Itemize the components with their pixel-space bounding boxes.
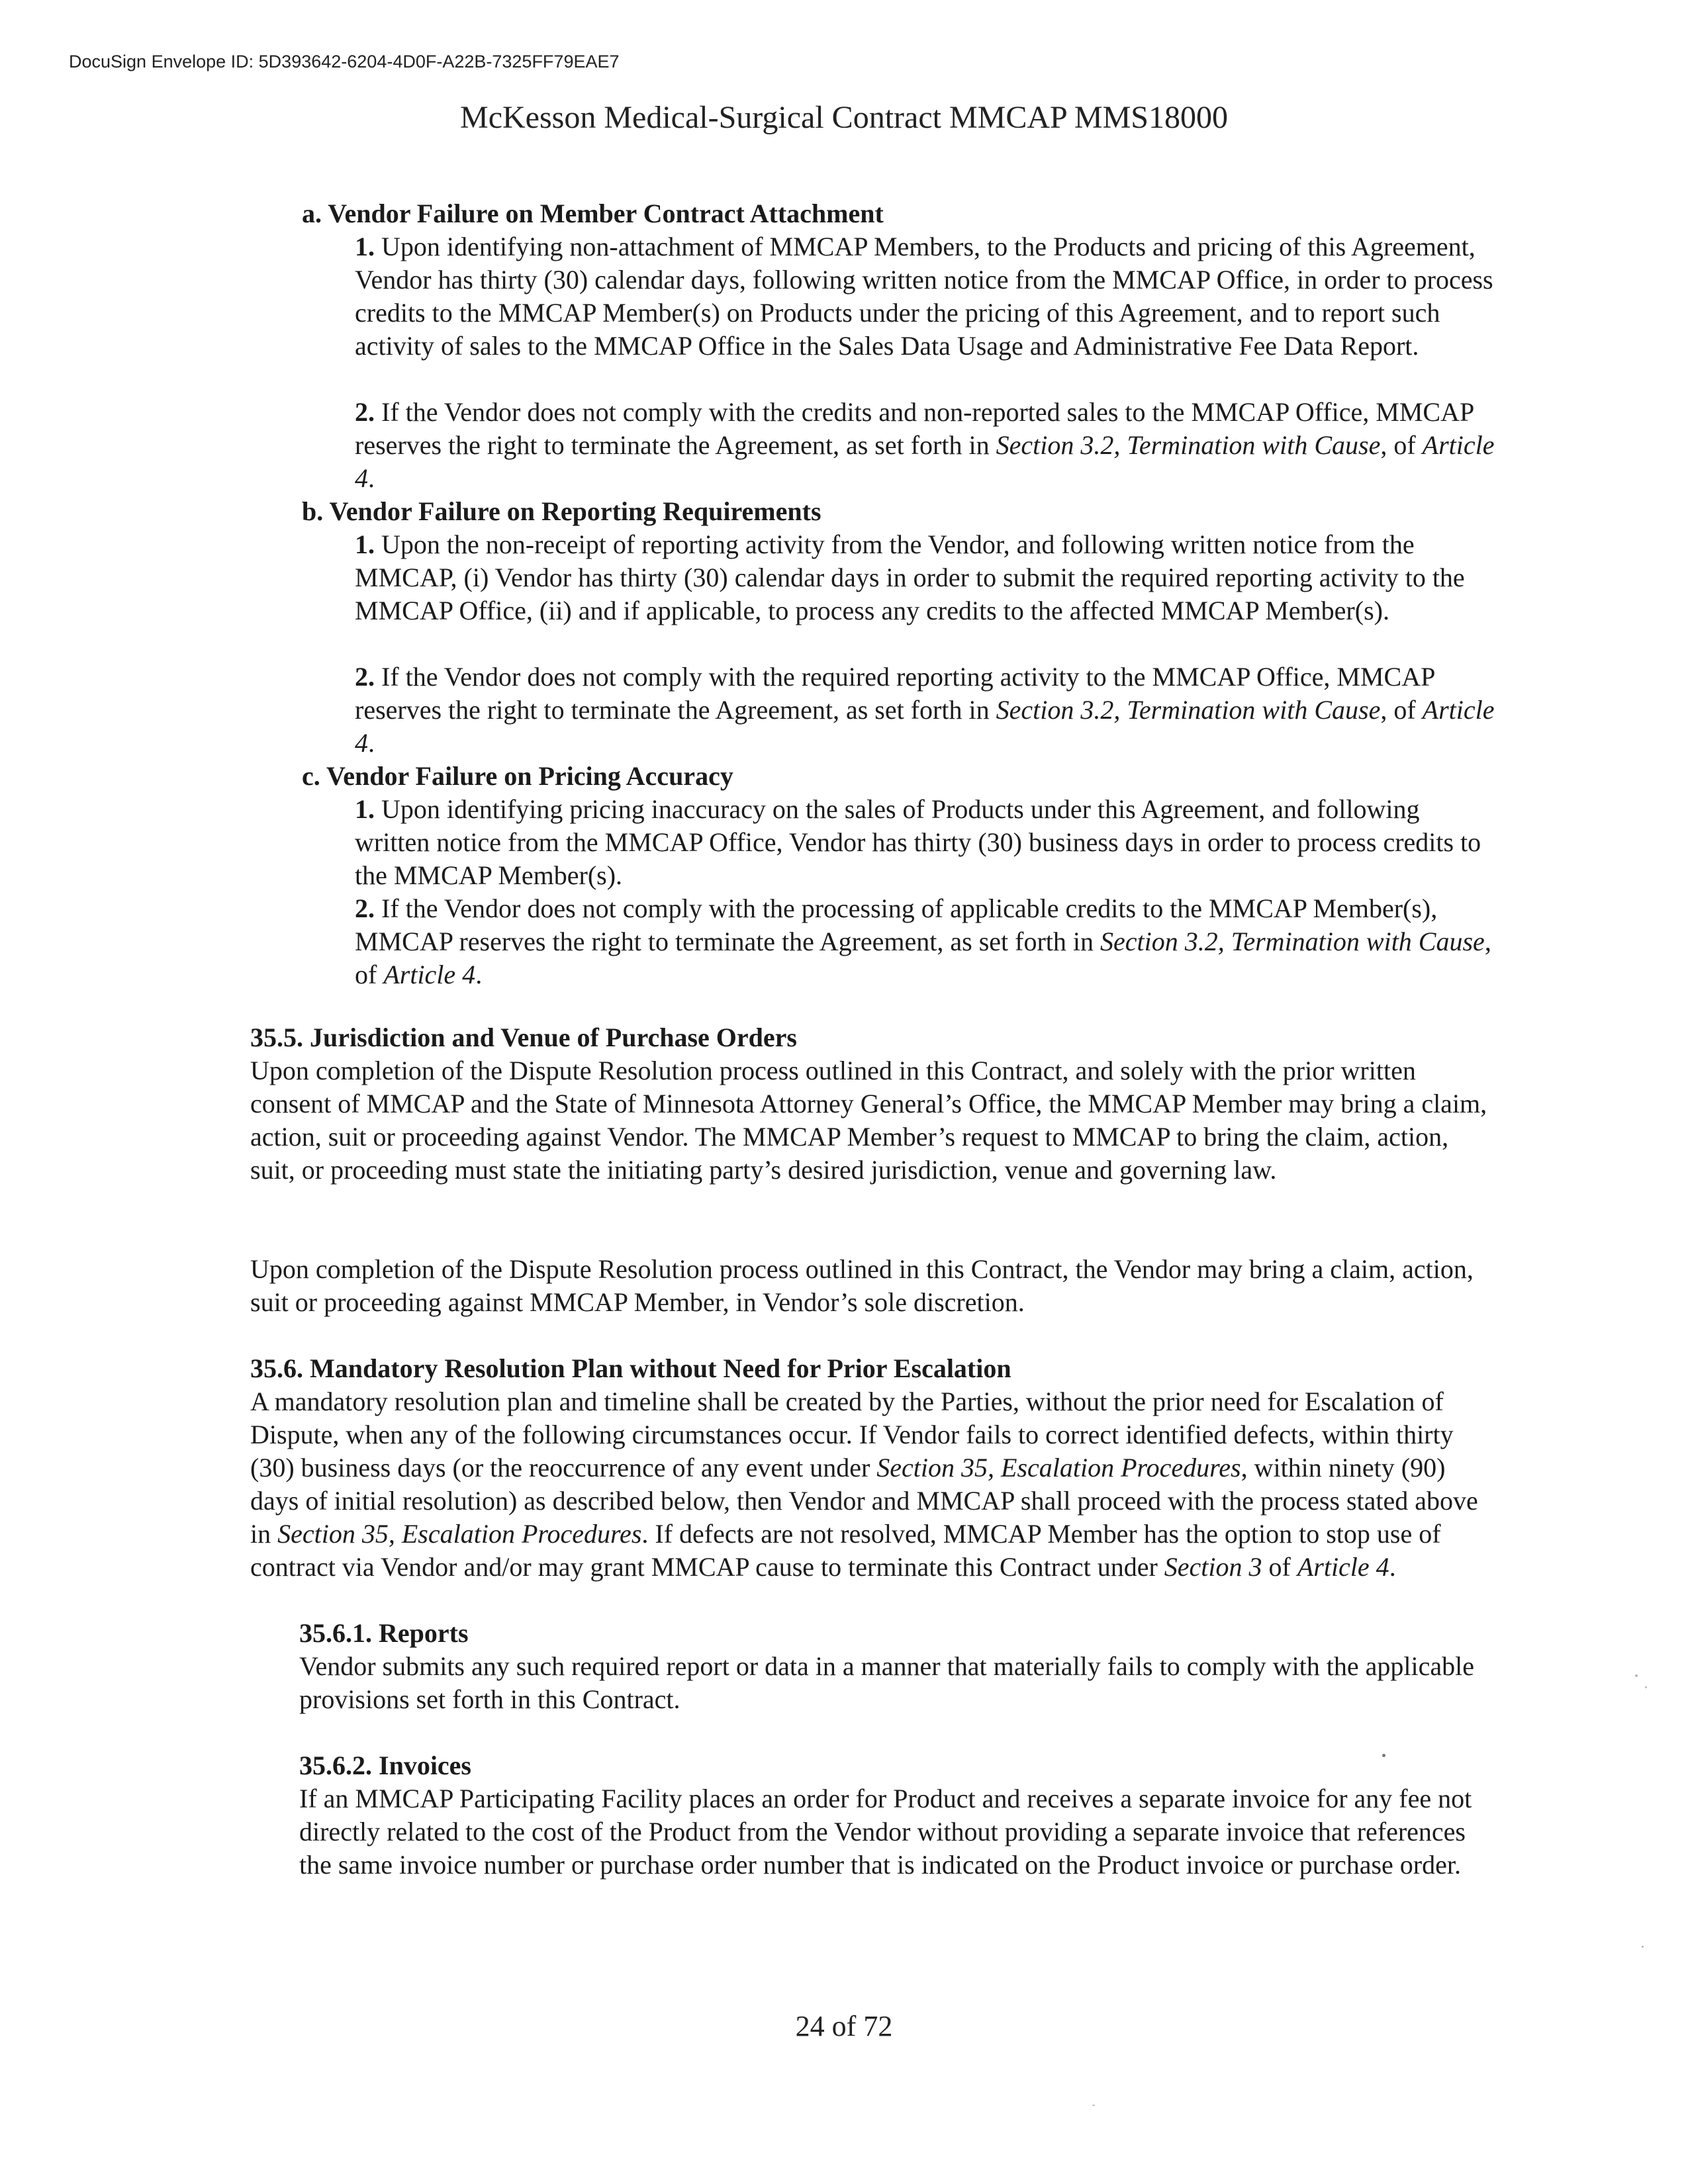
section-35-6-2-text: If an MMCAP Participating Facility places an order for Product and receives a separate invoice for any fee not directly related to the cost of the Product from the Vendor without providing a separate invoice that references the same invoice number or purchase order number that is indicated on the Product invoice or purchase order. bbox=[299, 1784, 1472, 1880]
scan-speck bbox=[1092, 2105, 1095, 2106]
item-text-end: . bbox=[368, 463, 375, 493]
section-reference: Section 3.2, Termination with Cause bbox=[1100, 927, 1485, 956]
section-35-6-1-text: Vendor submits any such required report or data in a manner that materially fails to comply with the applicable provisions set forth in this Contract. bbox=[299, 1651, 1475, 1714]
subsection-a-item-2 bbox=[355, 396, 1495, 495]
section-35-6-1-heading: 35.6.1. Reports bbox=[299, 1618, 469, 1648]
item-text: If the Vendor does not comply with the credits and non-reported sales to the MMCAP Office, MMCAP reserves the right to terminate the Agreement, as set forth in bbox=[355, 397, 1474, 460]
subsection-c-item-2 bbox=[355, 892, 1495, 991]
subsection-b-item-2 bbox=[355, 660, 1495, 760]
section-reference: Section 35, Escalation Procedures bbox=[277, 1519, 642, 1549]
paragraph-text: of bbox=[1268, 1552, 1291, 1582]
subsection-a-item-1 bbox=[355, 230, 1495, 363]
item-text: Upon identifying pricing inaccuracy on the sales of Products under this Agreement, and following written notice from the MMCAP Office, Vendor has thirty (30) business days in order to process credits to the MMCAP Member(s). bbox=[355, 794, 1481, 890]
article-reference: Article 4 bbox=[1297, 1552, 1389, 1582]
item-text: If the Vendor does not comply with the processing of applicable credits to the MMCAP Member(s), MMCAP reserves the right to terminate the Agreement, as set forth in bbox=[355, 893, 1438, 956]
article-reference: Article 4 bbox=[383, 960, 476, 989]
subsection-c-heading: c. Vendor Failure on Pricing Accuracy bbox=[302, 761, 733, 791]
item-text-connector: , of bbox=[1380, 695, 1416, 725]
item-text-end: . bbox=[368, 728, 375, 758]
scan-speck bbox=[1635, 1674, 1638, 1677]
article-reference: Article 4 bbox=[355, 430, 1495, 493]
item-number: 2. bbox=[355, 893, 375, 923]
section-reference: Section 3 bbox=[1164, 1552, 1262, 1582]
paragraph-text: , within ninety (90) days of initial resolution) as described below, then Vendor and MMCAP shall proceed with the process stated above in bbox=[250, 1453, 1478, 1549]
item-text-end: . bbox=[475, 960, 483, 989]
section-35-5-paragraph-1: Upon completion of the Dispute Resolution process outlined in this Contract, and solely with the prior written consent of MMCAP and the State of Minnesota Attorney General’s Office, the MMCAP Member may bring a claim, action, suit or proceeding against Vendor. The MMCAP Member’s request to MMCAP to bring the claim, action, suit, or proceeding must state the initiating party’s desired jurisdiction, venue and governing law. bbox=[250, 1056, 1487, 1185]
item-number: 2. bbox=[355, 662, 375, 692]
subsection-b-item-1 bbox=[355, 528, 1495, 627]
contract-header-title: McKesson Medical-Surgical Contract MMCAP MMS18000 bbox=[460, 100, 1228, 135]
section-35-5-paragraph-2: Upon completion of the Dispute Resolution process outlined in this Contract, the Vendor may bring a claim, action, suit or proceeding against MMCAP Member, in Vendor’s sole discretion. bbox=[250, 1254, 1474, 1317]
subsection-a-heading: a. Vendor Failure on Member Contract Attachment bbox=[302, 199, 884, 228]
section-reference: Section 3.2, Termination with Cause bbox=[996, 430, 1381, 460]
item-text: If the Vendor does not comply with the required reporting activity to the MMCAP Office, MMCAP reserves the right to terminate the Agreement, as set forth in bbox=[355, 662, 1434, 725]
section-reference: Section 35, Escalation Procedures bbox=[876, 1453, 1241, 1482]
section-35-6-heading: 35.6. Mandatory Resolution Plan without Need for Prior Escalation bbox=[250, 1353, 1011, 1383]
subsection-b-heading: b. Vendor Failure on Reporting Requirements bbox=[302, 496, 821, 526]
item-text: Upon the non-receipt of reporting activity from the Vendor, and following written notice from the MMCAP, (i) Vendor has thirty (30) calendar days in order to submit the required reporting activity to the MMCAP Office, (ii) and if applicable, to process any credits to the affected MMCAP Member(s). bbox=[355, 529, 1465, 625]
item-number: 1. bbox=[355, 794, 375, 824]
item-text: Upon identifying non-attachment of MMCAP Members, to the Products and pricing of this Agreement, Vendor has thirty (30) calendar days, following written notice from the MMCAP Office, in order to process credits to the MMCAP Member(s) on Products under the pricing of this Agreement, and to report such activity of sales to the MMCAP Office in the Sales Data Usage and Administrative Fee Data Report. bbox=[355, 232, 1493, 361]
item-number: 2. bbox=[355, 397, 375, 427]
paragraph-text: . If defects are not resolved, MMCAP Member has the option to stop use of contract via Vendor and/or may grant MMCAP cause to terminate this Contract under bbox=[250, 1519, 1441, 1582]
scan-speck bbox=[1642, 1946, 1644, 1948]
page-number: 24 of 72 bbox=[795, 2010, 893, 2042]
item-number: 1. bbox=[355, 232, 375, 261]
subsection-c-item-1 bbox=[355, 793, 1495, 892]
docusign-envelope-id: DocuSign Envelope ID: 5D393642-6204-4D0F-A22B-7325FF79EAE7 bbox=[69, 52, 620, 71]
article-reference: Article 4 bbox=[355, 695, 1495, 758]
paragraph-text: A mandatory resolution plan and timeline shall be created by the Parties, without the prior need for Escalation of Dispute, when any of the following circumstances occur. If Vendor fails to correct identified defects, within thirty (30) business days (or the reoccurrence of any event under bbox=[250, 1387, 1454, 1482]
item-text-connector: , of bbox=[355, 927, 1491, 989]
scan-speck bbox=[1645, 1686, 1647, 1688]
scan-speck bbox=[1382, 1754, 1385, 1757]
paragraph-text: . bbox=[1389, 1552, 1396, 1582]
item-text-connector: , of bbox=[1380, 430, 1416, 460]
section-35-6-paragraph bbox=[250, 1385, 1495, 1584]
section-reference: Section 3.2, Termination with Cause bbox=[996, 695, 1381, 725]
item-number: 1. bbox=[355, 529, 375, 559]
section-35-6-2-heading: 35.6.2. Invoices bbox=[299, 1751, 471, 1780]
section-35-5-heading: 35.5. Jurisdiction and Venue of Purchase Orders bbox=[250, 1023, 797, 1052]
